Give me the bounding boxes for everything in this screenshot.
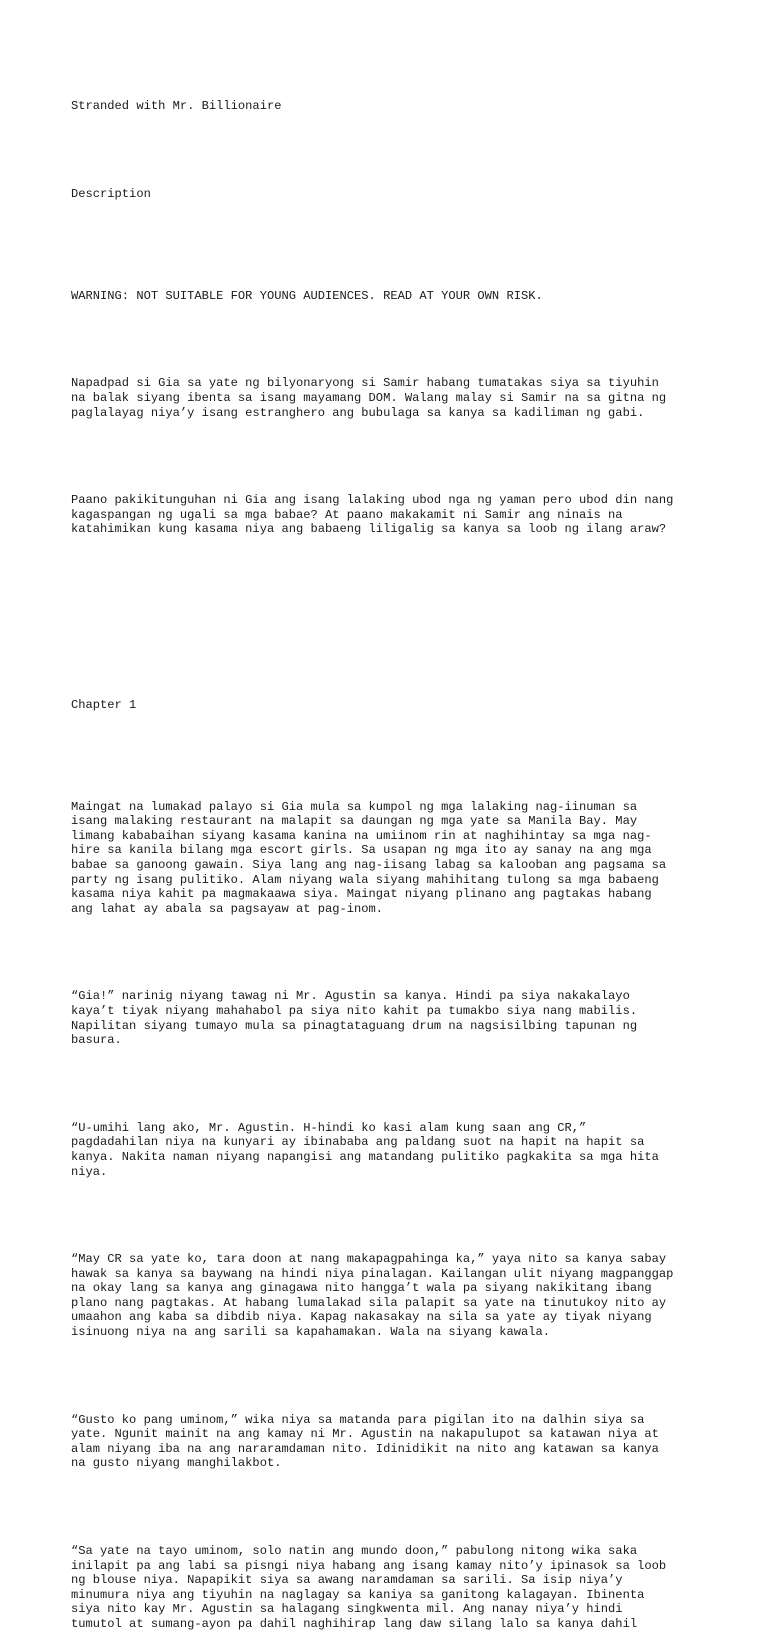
- chapter-heading: Chapter 1: [71, 697, 137, 712]
- chapter-paragraph: “U-umihi lang ako, Mr. Agustin. H-hindi ko kasi alam kung saan ang CR,” pagdadahilan niya na kunyari ay ibinababa ang paldang suot na hapit na hapit sa kanya. Nakita naman niyang napangisi ang matandang pulitiko pagkakita sa mga hita niya.: [71, 1120, 659, 1179]
- chapter-paragraph: “Sa yate na tayo uminom, solo natin ang mundo doon,” pabulong nitong wika saka inilapit pa ang labi sa pisngi niya habang ang isang kamay nito’y ipinasok sa loob ng blouse niya. Napapikit siya sa awang naramdaman sa sarili. Sa isip niya’y minumura niya ang tiyuhin na naglagay sa kaniya sa ganitong kalagayan. Ibinenta siya nito kay Mr. Agustin sa halagang singkwenta mil. Ang nanay niya’y hindi tumutol at sumang-ayon pa dahil naghihirap lang daw silang lalo sa kanya dahil: [71, 1543, 667, 1631]
- description-heading: Description: [71, 186, 151, 201]
- document-page: [71, 70, 711, 1646]
- warning-text: WARNING: NOT SUITABLE FOR YOUNG AUDIENCES. READ AT YOUR OWN RISK.: [71, 288, 543, 303]
- document-title: Stranded with Mr. Billionaire: [71, 99, 282, 114]
- description-paragraph: Paano pakikitunguhan ni Gia ang isang lalaking ubod nga ng yaman pero ubod din nang kagaspangan ng ugali sa mga babae? At paano makakamit ni Samir ang ninais na katahimikan kung kasama niya ang babaeng liligalig sa kanya sa loob ng ilang araw?: [71, 493, 674, 537]
- description-paragraph: Napadpad si Gia sa yate ng bilyonaryong si Samir habang tumatakas siya sa tiyuhin na balak siyang ibenta sa isang mayamang DOM. Walang malay si Samir na sa gitna ng paglalayag niya’y isang estranghero ang bubulaga sa kanya sa kadiliman ng gabi.: [71, 376, 667, 420]
- chapter-paragraph: “Gusto ko pang uminom,” wika niya sa matanda para pigilan ito na dalhin siya sa yate. Ngunit mainit na ang kamay ni Mr. Agustin na nakapulupot sa katawan niya at alam niyang iba na ang nararamdaman nito. Idinidikit na nito ang katawan sa kanya na gusto niyang manghilakbot.: [71, 1412, 659, 1471]
- chapter-paragraph: Maingat na lumakad palayo si Gia mula sa kumpol ng mga lalaking nag-iinuman sa isang malaking restaurant na malapit sa daungan ng mga yate sa Manila Bay. May limang kababaihan siyang kasama kanina na umiinom rin at naghihintay sa mga nag- hire sa kanila bilang mga escort girls. Sa usapan ng mga ito ay sanay na ang mga babae sa ganoong gawain. Siya lang ang nag-iisang labag sa kalooban ang pagsama sa party ng isang pulitiko. Alam niyang wala siyang mahihitang tulong sa mga babaeng kasama niya kahit pa magmakaawa siya. Maingat niyang plinano ang pagtakas habang ang lahat ay abala sa pagsayaw at pag-inom.: [71, 799, 667, 916]
- chapter-paragraph: “May CR sa yate ko, tara doon at nang makapagpahinga ka,” yaya nito sa kanya sabay hawak sa kanya sa baywang na hindi niya pinalagan. Kailangan ulit niyang magpanggap na okay lang sa kanya ang ginagawa nito hangga’t wala pa siyang nakikitang ibang plano nang pagtakas. At habang lumalakad sila palapit sa yate na tinutukoy nito ay umaahon ang kaba sa dibdib niya. Kapag nakasakay na sila sa yate ay tiyak niyang isinuong niya na ang sarili sa kapahamakan. Wala na siyang kawala.: [71, 1252, 674, 1340]
- chapter-paragraph: “Gia!” narinig niyang tawag ni Mr. Agustin sa kanya. Hindi pa siya nakakalayo kaya’t tiyak niyang mahahabol pa siya nito kahit pa tumakbo siya nang mabilis. Napilitan siyang tumayo mula sa pinagtataguang drum na nagsisilbing tapunan ng basura.: [71, 989, 638, 1048]
